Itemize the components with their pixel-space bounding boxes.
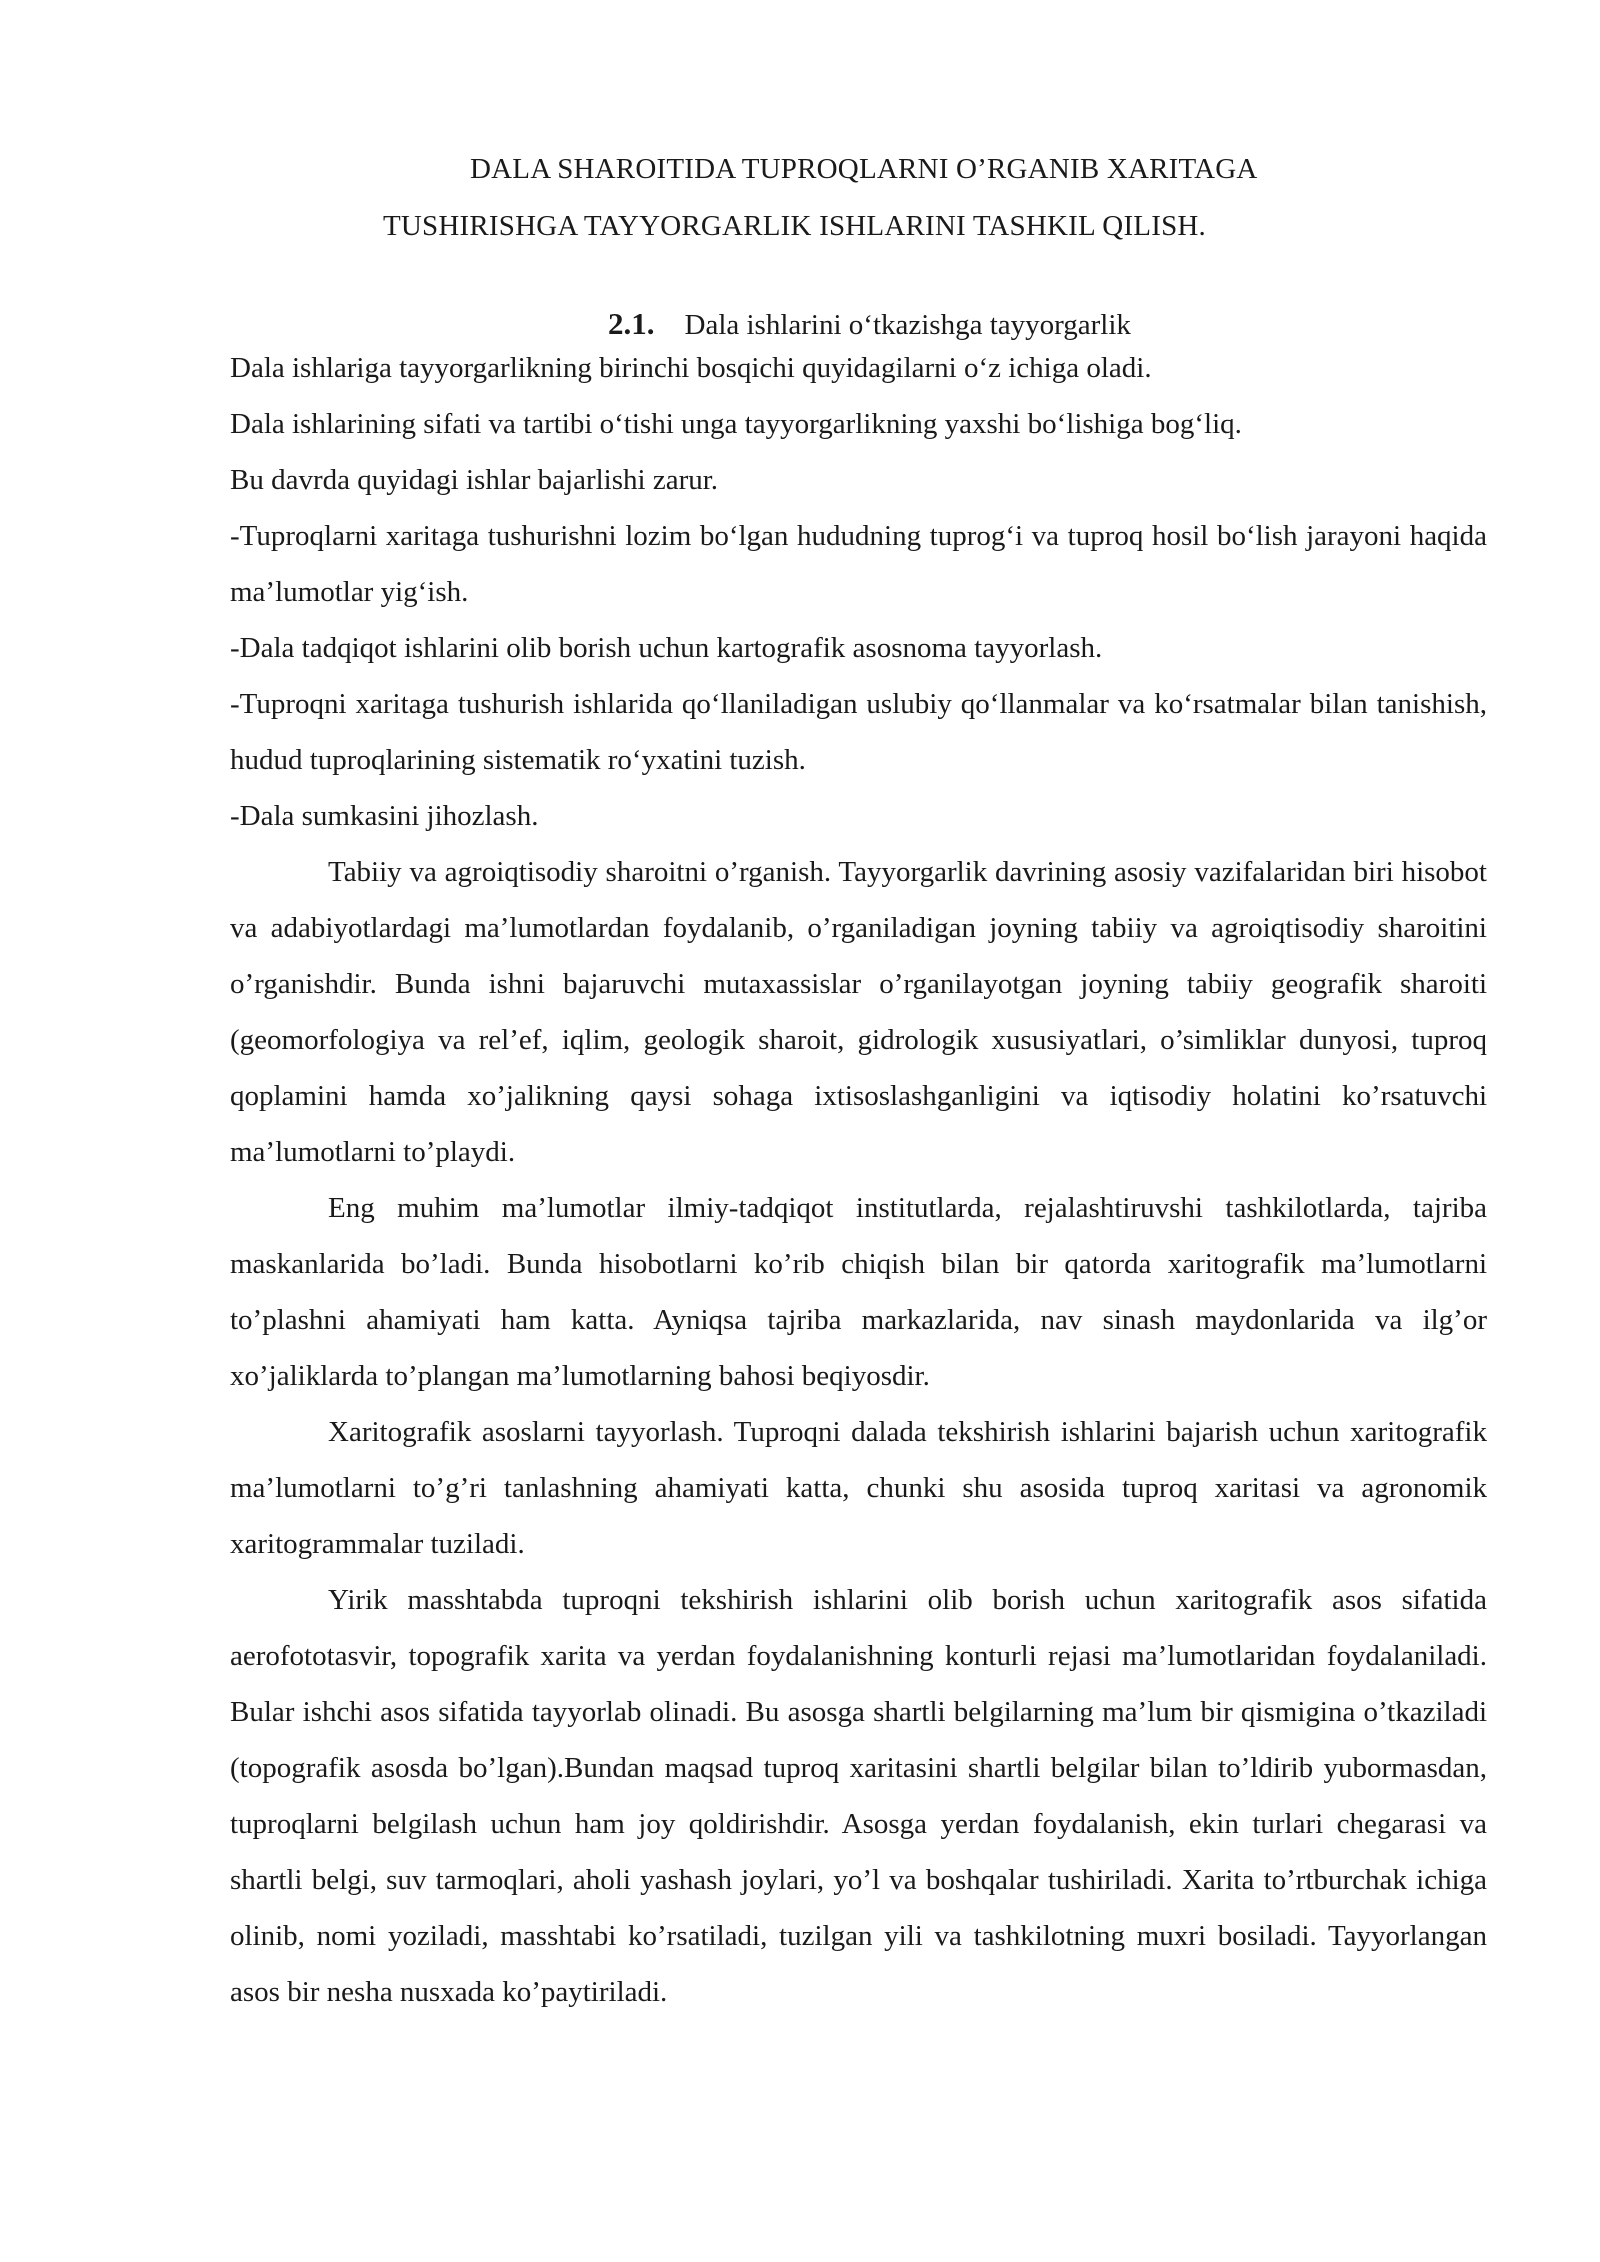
paragraph-intro: Dala ishlariga tayyorgarlikning birinchi bosqichi quyidagilarni o‘z ichiga oladi. [230,352,1152,384]
paragraph-tasks-intro: Bu davrda quyidagi ishlar bajarlishi zarur. [230,464,719,496]
paragraph-important-data: Eng muhim ma’lumotlar ilmiy-tadqiqot institutlarda, rejalashtiruvshi tashkilotlarda, tajriba maskanlarida bo’ladi. Bunda hisobotlarni ko’rib chiqish bilan bir qatorda xaritografik ma’lumotlarni to’plashni ahamiyati ham katta. Ayniqsa tajriba markazlarida, nav sinash maydonlarida va ilg’or xo’jaliklarda to’plangan ma’lumotlarning bahosi beqiyosdir. [230,1192,1487,1392]
paragraph-natural-conditions: Tabiiy va agroiqtisodiy sharoitni o’rganish. Tayyorgarlik davrining asosiy vazifalaridan biri hisobot va adabiyotlardagi ma’lumotlardan foydalanib, o’rganiladigan joyning tabiiy va agroiqtisodiy sharoitini o’rganishdir. Bunda ishni bajaruvchi mutaxassislar o’rganilayotgan joyning tabiiy geografik sharoiti (geomorfologiya va rel’ef, iqlim, geologik sharoit, gidrologik xususiyatlari, o’simliklar dunyosi, tuproq qoplamini hamda xo’jalikning qaysi sohaga ixtisoslashganligini va iqtisodiy holatini ko’rsatuvchi ma’lumotlarni to’playdi. [230,856,1487,1168]
paragraph-quality: Dala ishlarining sifati va tartibi o‘tishi unga tayyorgarlikning yaxshi bo‘lishiga bog‘liq. [230,408,1242,440]
list-item-methodical-guides: -Tuproqni xaritaga tushurish ishlarida qo‘llaniladigan uslubiy qo‘llanmalar va ko‘rsatmalar bilan tanishish, hudud tuproqlarining sistematik ro‘yxatini tuzish. [230,688,1487,776]
list-item-field-bag: -Dala sumkasini jihozlash. [230,800,539,832]
paragraph-large-scale: Yirik masshtabda tuproqni tekshirish ishlarini olib borish uchun xaritografik asos sifatida aerofototasvir, topografik xarita va yerdan foydalanishning konturli rejasi ma’lumotlaridan foydalaniladi. Bular ishchi asos sifatida tayyorlab olinadi. Bu asosga shartli belgilarning ma’lum bir qismigina o’tkaziladi (topografik asosda bo’lgan).Bundan maqsad tuproq xaritasini shartli belgilar bilan to’ldirib yubormasdan, tuproqlarni belgilash uchun ham joy qoldirishdir. Asosga yerdan foydalanish, ekin turlari chegarasi va shartli belgi, suv tarmoqlari, aholi yashash joylari, yo’l va boshqalar tushiriladi. Xarita to’rtburchak ichiga olinib, nomi yoziladi, masshtabi ko’rsatiladi, tuzilgan yili va tashkilotning muxri bosiladi. Tayyorlangan asos bir nesha nusxada ko’paytiriladi. [230,1584,1487,2008]
section-heading [608,306,1131,342]
section-number: 2.1. [608,306,655,341]
paragraph-map-basis: Xaritografik asoslarni tayyorlash. Tuproqni dalada tekshirish ishlarini bajarish uchun xaritografik ma’lumotlarni to’g’ri tanlashning ahamiyati katta, chunki shu asosida tuproq xaritasi va agronomik xaritogrammalar tuziladi. [230,1416,1487,1560]
section-title: Dala ishlarini o‘tkazishga tayyorgarlik [684,309,1131,341]
list-item-collect-data: -Tuproqlarni xaritaga tushurishni lozim bo‘lgan hududning tuprog‘i va tuproq hosil bo‘lish jarayoni haqida ma’lumotlar yig‘ish. [230,520,1487,608]
document-body [230,340,1487,2020]
list-item-cartographic-basis: -Dala tadqiqot ishlarini olib borish uchun kartografik asosnoma tayyorlash. [230,632,1103,664]
document-title-line-1: DALA SHAROITIDA TUPROQLARNI O’RGANIB XARITAGA [470,153,1258,185]
document-title-line-2: TUSHIRISHGA TAYYORGARLIK ISHLARINI TASHKIL QILISH. [383,210,1207,242]
